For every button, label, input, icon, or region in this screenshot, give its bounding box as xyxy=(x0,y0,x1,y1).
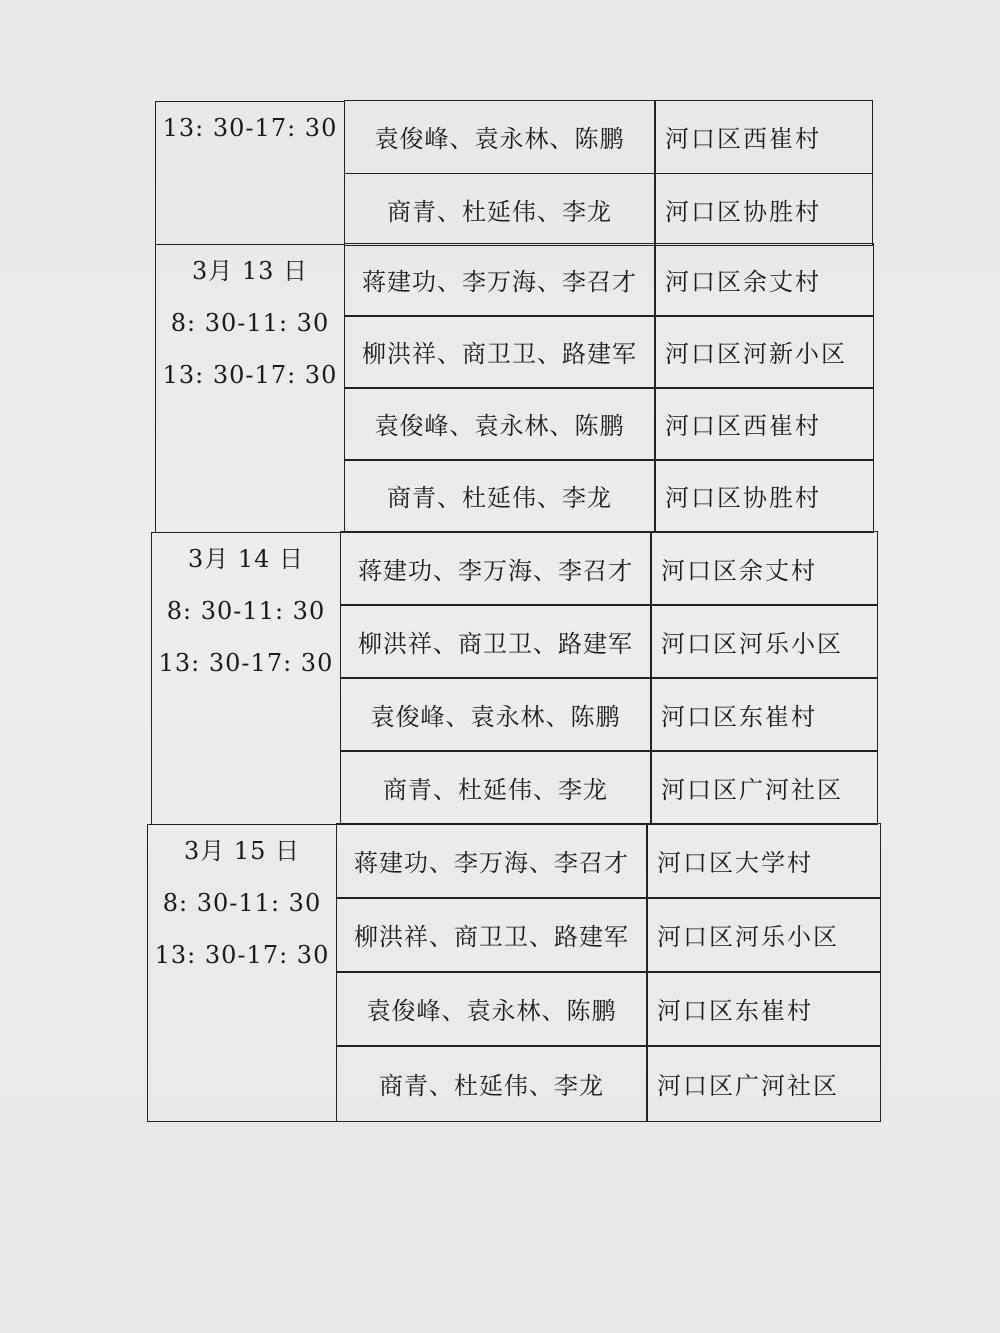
table-row xyxy=(341,605,878,679)
time-cell xyxy=(147,824,337,1122)
location: 河口区东崔村 xyxy=(646,971,881,1048)
staff-names: 蒋建功、李万海、李召才 xyxy=(336,823,648,900)
table-row xyxy=(345,244,874,317)
time-cell xyxy=(151,532,341,825)
staff-names: 商青、杜延伟、李龙 xyxy=(344,459,656,534)
location: 河口区河新小区 xyxy=(654,315,874,390)
location: 河口区协胜村 xyxy=(654,459,874,534)
date-label: 3月 15 日 xyxy=(183,837,301,865)
staff-names: 袁俊峰、袁永林、陈鹏 xyxy=(344,387,656,462)
table-row xyxy=(341,678,878,752)
table-row xyxy=(337,1046,881,1122)
table-row xyxy=(345,388,874,461)
table-row xyxy=(337,824,881,899)
time-afternoon: 13: 30-17: 30 xyxy=(154,941,330,969)
time-morning: 8: 30-11: 30 xyxy=(166,597,326,625)
staff-names: 柳洪祥、商卫卫、路建军 xyxy=(340,604,652,680)
staff-names: 袁俊峰、袁永林、陈鹏 xyxy=(340,677,652,753)
table-row xyxy=(337,898,881,973)
date-label: 3月 14 日 xyxy=(187,545,305,573)
table-row xyxy=(345,316,874,389)
schedule-group xyxy=(147,824,881,1122)
location: 河口区余丈村 xyxy=(650,531,878,607)
table-row xyxy=(341,751,878,825)
location: 河口区西崔村 xyxy=(654,100,873,175)
staff-names: 商青、杜延伟、李龙 xyxy=(340,750,652,826)
staff-names: 蒋建功、李万海、李召才 xyxy=(344,243,656,318)
location: 河口区广河社区 xyxy=(646,1045,881,1123)
time-afternoon: 13: 30-17: 30 xyxy=(158,649,334,677)
location: 河口区余丈村 xyxy=(654,243,874,318)
time-cell xyxy=(155,101,345,245)
table-row xyxy=(337,972,881,1047)
time-cell xyxy=(155,244,345,533)
location: 河口区东崔村 xyxy=(650,677,878,753)
location: 河口区河乐小区 xyxy=(646,897,881,974)
time-afternoon: 13: 30-17: 30 xyxy=(162,114,338,142)
location: 河口区广河社区 xyxy=(650,750,878,826)
time-morning: 8: 30-11: 30 xyxy=(170,309,330,337)
schedule-group xyxy=(155,244,874,533)
table-row xyxy=(345,101,873,174)
staff-names: 袁俊峰、袁永林、陈鹏 xyxy=(336,971,648,1048)
location: 河口区西崔村 xyxy=(654,387,874,462)
schedule-group xyxy=(151,532,878,825)
time-afternoon: 13: 30-17: 30 xyxy=(162,361,338,389)
table-row xyxy=(345,460,874,533)
table-row xyxy=(345,174,873,246)
staff-names: 蒋建功、李万海、李召才 xyxy=(340,531,652,607)
location: 河口区河乐小区 xyxy=(650,604,878,680)
table-row xyxy=(341,532,878,606)
staff-names: 商青、杜延伟、李龙 xyxy=(344,173,656,247)
time-morning: 8: 30-11: 30 xyxy=(162,889,322,917)
schedule-group xyxy=(155,101,873,245)
date-label: 3月 13 日 xyxy=(191,257,309,285)
staff-names: 商青、杜延伟、李龙 xyxy=(336,1045,648,1123)
location: 河口区协胜村 xyxy=(654,173,873,247)
location: 河口区大学村 xyxy=(646,823,881,900)
staff-names: 袁俊峰、袁永林、陈鹏 xyxy=(344,100,656,175)
staff-names: 柳洪祥、商卫卫、路建军 xyxy=(344,315,656,390)
staff-names: 柳洪祥、商卫卫、路建军 xyxy=(336,897,648,974)
